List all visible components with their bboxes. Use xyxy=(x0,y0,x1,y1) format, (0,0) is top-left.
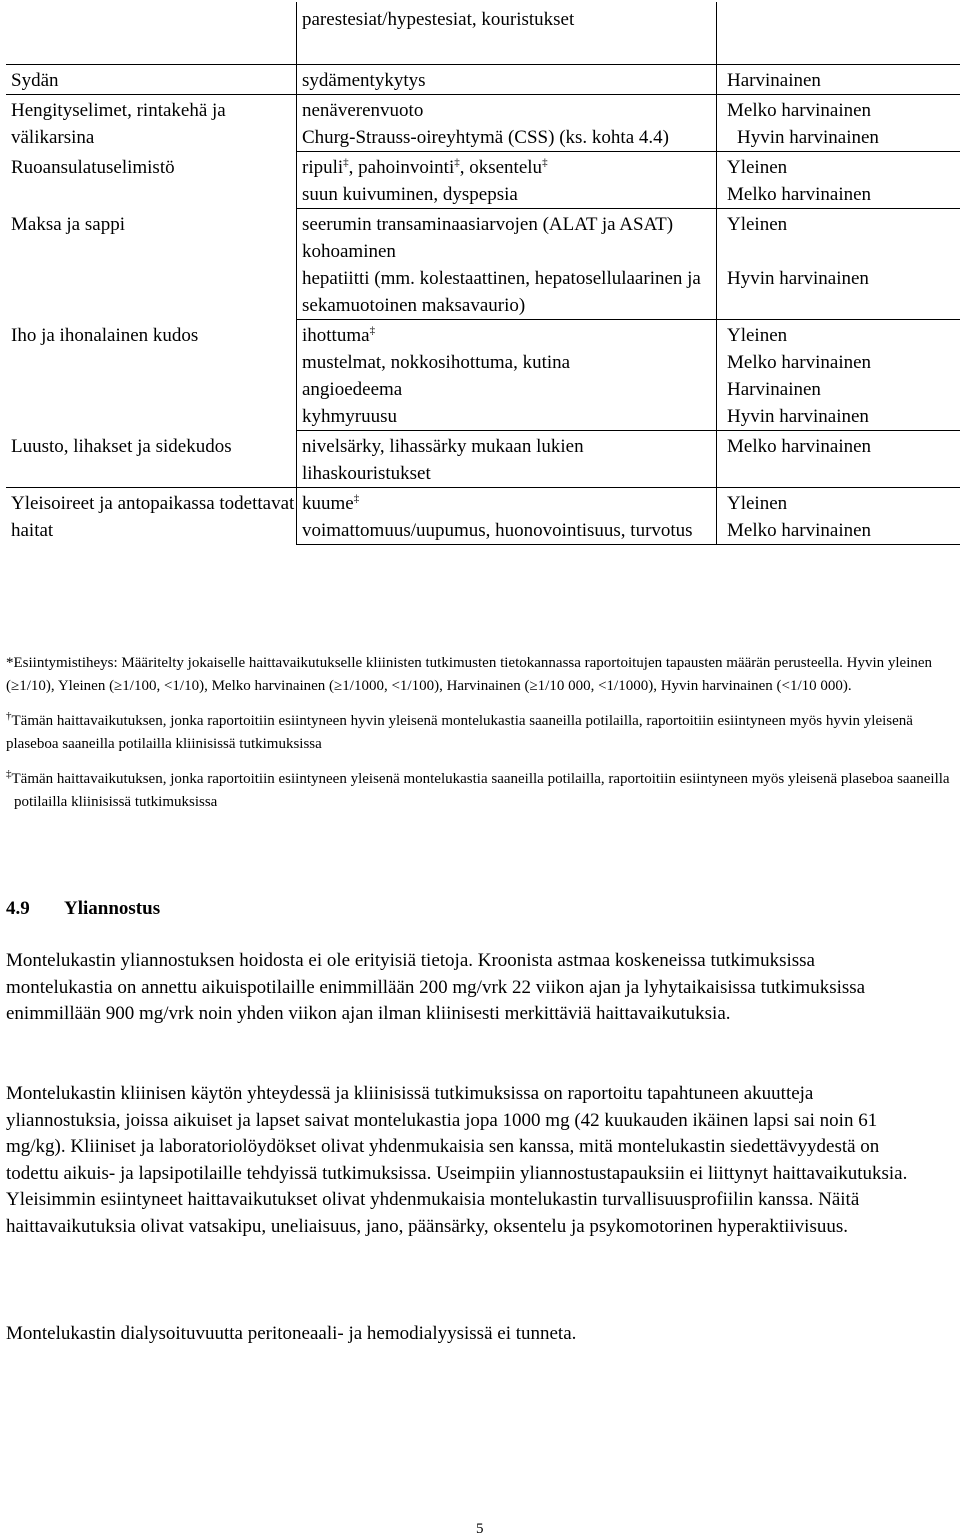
table-row xyxy=(6,320,960,350)
reaction-cell: angioedeema xyxy=(297,376,717,403)
frequency-cell: Melko harvinainen xyxy=(717,181,960,209)
body-paragraph: Montelukastin yliannostuksen hoidosta ei ole erityisiä tietoja. Kroonista astmaa koskeneissa tutkimuksissa montelukastia on annettu aikuispotilaille enimmillään 200 mg/vrk 22 viikon ajan ja lyhytaikaisissa tutkimuksissa enimmillään 900 mg/vrk noin yhden viikon ajan ilman kliinisesti merkittäviä haittavaikutuksia. xyxy=(6,950,866,1025)
adverse-reactions-table xyxy=(6,2,960,545)
table-row xyxy=(6,431,960,488)
table-row xyxy=(6,95,960,125)
organ-class-cell: Maksa ja sappi xyxy=(11,213,125,235)
organ-class-cell: Sydän xyxy=(6,65,297,95)
reaction-cell: sydämentykytys xyxy=(297,65,717,95)
frequency-footnote: *Esiintymistiheys: Määritelty jokaiselle haittavaikutukselle kliinisten tutkimusten tietokannassa raportoitujen tapausten määrän perusteella. Hyvin yleinen (≥1/10), Yleinen (≥1/100, <1/10), Melko harvinainen (≥1/1000, <1/100), Harvinainen (≥1/10 000, <1/1000), Hyvin harvinainen (<1/10 000). xyxy=(6,655,933,694)
frequency-cell: Hyvin harvinainen xyxy=(717,265,960,320)
organ-class-cell: Luusto, lihakset ja sidekudos xyxy=(6,431,297,488)
organ-class-cell xyxy=(6,2,297,65)
reaction-cell: mustelmat, nokkosihottuma, kutina xyxy=(297,349,717,376)
reaction-cell: parestesiat/hypestesiat, kouristukset xyxy=(297,2,717,65)
frequency-cell: Melko harvinainen xyxy=(717,517,960,545)
section-number: 4.9 xyxy=(6,898,30,919)
organ-class-cell: Hengityselimet, rintakehä ja välikarsina xyxy=(11,100,226,148)
reaction-cell: kyhmyruusu xyxy=(297,403,717,431)
organ-class-cell: Iho ja ihonalainen kudos xyxy=(11,324,199,346)
dagger-footnote: †Tämän haittavaikutuksen, jonka raportoitiin esiintyneen hyvin yleisenä montelukastia saaneilla potilailla, raportoitiin esiintyneen myös hyvin yleisenä plaseboa saaneilla potilailla kliinisissä tutkimuksissa xyxy=(6,710,913,752)
reaction-cell: nivelsärky, lihassärky mukaan lukien lihaskouristukset xyxy=(297,431,717,488)
reaction-cell: suun kuivuminen, dyspepsia xyxy=(297,181,717,209)
frequency-cell xyxy=(717,2,960,65)
frequency-cell: Harvinainen xyxy=(717,65,960,95)
page-number: 5 xyxy=(476,1521,484,1537)
frequency-cell: Yleinen xyxy=(717,209,960,266)
table-row xyxy=(6,2,960,65)
frequency-cell: Yleinen xyxy=(717,320,960,350)
reaction-cell: Churg-Strauss-oireyhtymä (CSS) (ks. kohta 4.4) xyxy=(297,124,717,152)
organ-class-cell: Ruoansulatuselimistö xyxy=(11,156,175,178)
reaction-cell: ihottuma‡ xyxy=(297,320,717,350)
table-footnotes xyxy=(6,652,954,814)
body-paragraph: Montelukastin kliinisen käytön yhteydessä ja kliinisissä tutkimuksissa on raportoitu tapahtuneen akuutteja yliannostuksia, joissa aikuiset ja lapset saivat montelukastia jopa 1000 mg (42 kuukauden ikäinen lapsi sai noin 61 mg/kg). Kliiniset ja laboratoriolöydökset olivat yhdenmukaisia sen kanssa, mitä montelukastin siedettävyydestä on todettu aikuis- ja lapsipotilaille tehdyissä tutkimuksissa. Useimpiin yliannostustapauksiin ei liittynyt haittavaikutuksia. Yleisimmin esiintyneet haittavaikutukset olivat yhdenmukaisia montelukastin turvallisuusprofiilin kanssa. Näitä haittavaikutuksia olivat vatsakipu, uneliaisuus, jano, päänsärky, oksentelu ja psykomotorinen hyperaktiivisuus. xyxy=(6,1083,908,1237)
reaction-cell: voimattomuus/uupumus, huonovointisuus, turvotus xyxy=(297,517,717,545)
table-row xyxy=(6,209,960,266)
table-row xyxy=(6,488,960,518)
frequency-cell: Yleinen xyxy=(717,152,960,182)
reaction-cell: kuume‡ xyxy=(297,488,717,518)
frequency-cell: Melko harvinainen xyxy=(717,431,960,488)
section-title: Yliannostus xyxy=(64,898,161,919)
frequency-cell: Yleinen xyxy=(717,488,960,518)
table-row xyxy=(6,65,960,95)
frequency-cell: Hyvin harvinainen xyxy=(717,403,960,431)
reaction-cell: nenäverenvuoto xyxy=(297,95,717,125)
table-row xyxy=(6,152,960,182)
frequency-cell: Hyvin harvinainen xyxy=(717,124,960,152)
frequency-cell: Melko harvinainen xyxy=(717,349,960,376)
reaction-cell: hepatiitti (mm. kolestaattinen, hepatosellulaarinen ja sekamuotoinen maksavaurio) xyxy=(297,265,717,320)
section-heading xyxy=(6,898,160,920)
double-dagger-footnote: ‡Tämän haittavaikutuksen, jonka raportoitiin esiintyneen yleisenä montelukastia saaneilla potilailla, raportoitiin esiintyneen myös yleisenä plaseboa saaneilla potilailla kliinisissä tutkimuksissa xyxy=(6,768,950,810)
reaction-cell: ripuli‡, pahoinvointi‡, oksentelu‡ xyxy=(297,152,717,182)
frequency-cell: Harvinainen xyxy=(717,376,960,403)
body-paragraph: Montelukastin dialysoituvuutta peritoneaali- ja hemodialyysissä ei tunneta. xyxy=(6,1323,577,1344)
frequency-cell: Melko harvinainen xyxy=(717,95,960,125)
organ-class-cell: Yleisoireet ja antopaikassa todettavat haitat xyxy=(11,493,295,541)
reaction-cell: seerumin transaminaasiarvojen (ALAT ja ASAT) kohoaminen xyxy=(297,209,717,266)
